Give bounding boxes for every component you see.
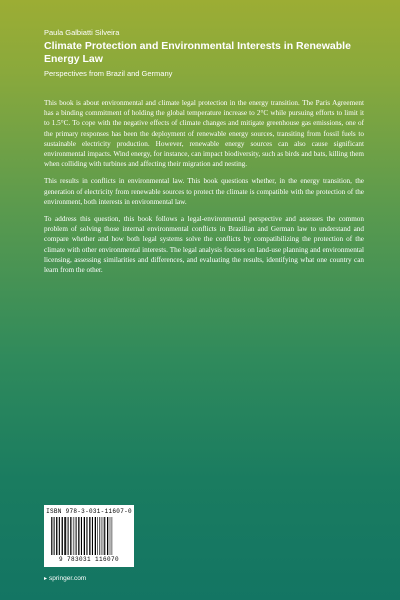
isbn-barcode xyxy=(44,505,134,567)
blurb-paragraph: To address this question, this book follows a legal-environmental perspective and assesses the common problem of solving those internal environmental conflicts in Brazilian and German law to understand and compare whether and how both legal systems solve the conflicts by compatibilizing the protection of the climate with other environmental interests. The legal analysis focuses on land-use planning and environmental licensing, assessing similarities and differences, and evaluating the results, identifying what one country can learn from the other. xyxy=(44,215,364,275)
blurb-paragraph: This book is about environmental and climate legal protection in the energy transition. The Paris Agreement has a binding commitment of holding the global temperature increase to 2°C while pursuing efforts to limit it to 1.5°C. To cope with the negative effects of climate changes and mitigate greenhouse gas emissions, one of the primary responses has been the deployment of renewable energy sources, transiting from fossil fuels to sustainable electricity production. However, renewable energy sources can also cause significant environmental impacts. Wind energy, for instance, can impact biodiversity, such as birds and bats, killing them when colliding with turbines and affecting their migration and nesting. xyxy=(44,99,364,169)
cover-header xyxy=(44,28,364,79)
publisher-link[interactable] xyxy=(44,575,86,582)
book-subtitle: Perspectives from Brazil and Germany xyxy=(44,69,173,78)
author-name: Paula Galbiatti Silveira xyxy=(44,28,120,37)
back-cover-blurb xyxy=(44,98,364,282)
blurb-paragraph: This results in conflicts in environmental law. This book questions whether, in the energy transition, the generation of electricity from renewable sources to protect the climate is compatible with the protection of the environment, both interests in environmental law. xyxy=(44,177,364,206)
isbn-label: ISBN 978-3-031-11607-0 xyxy=(46,508,132,515)
publisher-name: springer.com xyxy=(49,575,87,582)
barcode-digits: 9 783031 116070 xyxy=(58,556,119,563)
arrow-right-icon: ▸ xyxy=(44,576,48,582)
book-title: Climate Protection and Environmental Interests in Renewable Energy Law xyxy=(44,40,351,65)
barcode-bars xyxy=(49,517,129,555)
